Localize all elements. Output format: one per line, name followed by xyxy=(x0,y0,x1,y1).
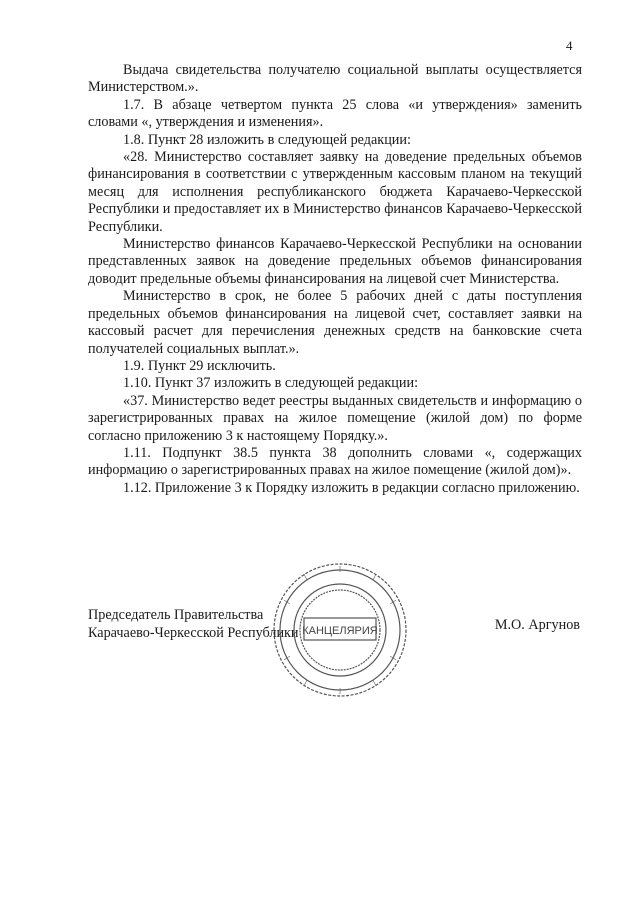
paragraph-5: Министерство финансов Карачаево-Черкесской Республики на основании представленных заявок на доведение предельных объемов финансирования доводит предельные объемы финансирования на лицевой счет Министерства. xyxy=(88,236,582,287)
stamp-center-text: КАНЦЕЛЯРИЯ xyxy=(302,625,378,637)
page-number: 4 xyxy=(566,38,573,53)
paragraph-4: «28. Министерство составляет заявку на доведение предельных объемов финансирования в соответствии с утвержденным кассовым планом на текущий месяц для исполнения республиканского бюджета Карачаево-Черкесской Республики и предоставляет их в Министерство финансов Карачаево-Черкесской Республики. xyxy=(88,149,582,235)
signatory-position-line2: Карачаево-Черкесской Республики xyxy=(88,625,299,641)
paragraph-7: 1.9. Пункт 29 исключить. xyxy=(123,357,276,374)
paragraph-2: 1.7. В абзаце четвертом пункта 25 слова «и утверждения» заменить словами «, утверждения и изменения». xyxy=(88,96,582,131)
paragraph-11: 1.12. Приложение 3 к Порядку изложить в редакции согласно приложению. xyxy=(123,479,580,496)
paragraph-9: «37. Министерство ведет реестры выданных свидетельств и информацию о зарегистрированных правах на жилое помещение (жилой дом) по форме согласно приложению 3 к настоящему Порядку.». xyxy=(88,392,582,444)
document-body xyxy=(88,62,582,497)
signatory-position xyxy=(88,606,299,642)
paragraph-8: 1.10. Пункт 37 изложить в следующей редакции: xyxy=(123,375,419,392)
signatory-name: М.О. Аргунов xyxy=(494,617,580,633)
paragraph-6: Министерство в срок, не более 5 рабочих дней с даты поступления предельных объемов финансирования на лицевой счет, составляет заявки на кассовый расчет для перечисления денежных средств на банковские счета получателей социальных выплат.». xyxy=(88,288,582,357)
paragraph-3: 1.8. Пункт 28 изложить в следующей редакции: xyxy=(123,131,411,148)
paragraph-10: 1.11. Подпункт 38.5 пункта 38 дополнить словами «, содержащих информацию о зарегистрированных правах на жилое помещение (жилой дом)». xyxy=(88,444,582,479)
signatory-position-line1: Председатель Правительства xyxy=(88,607,264,623)
paragraph-1: Выдача свидетельства получателю социальной выплаты осуществляется Министерством.». xyxy=(88,62,582,96)
